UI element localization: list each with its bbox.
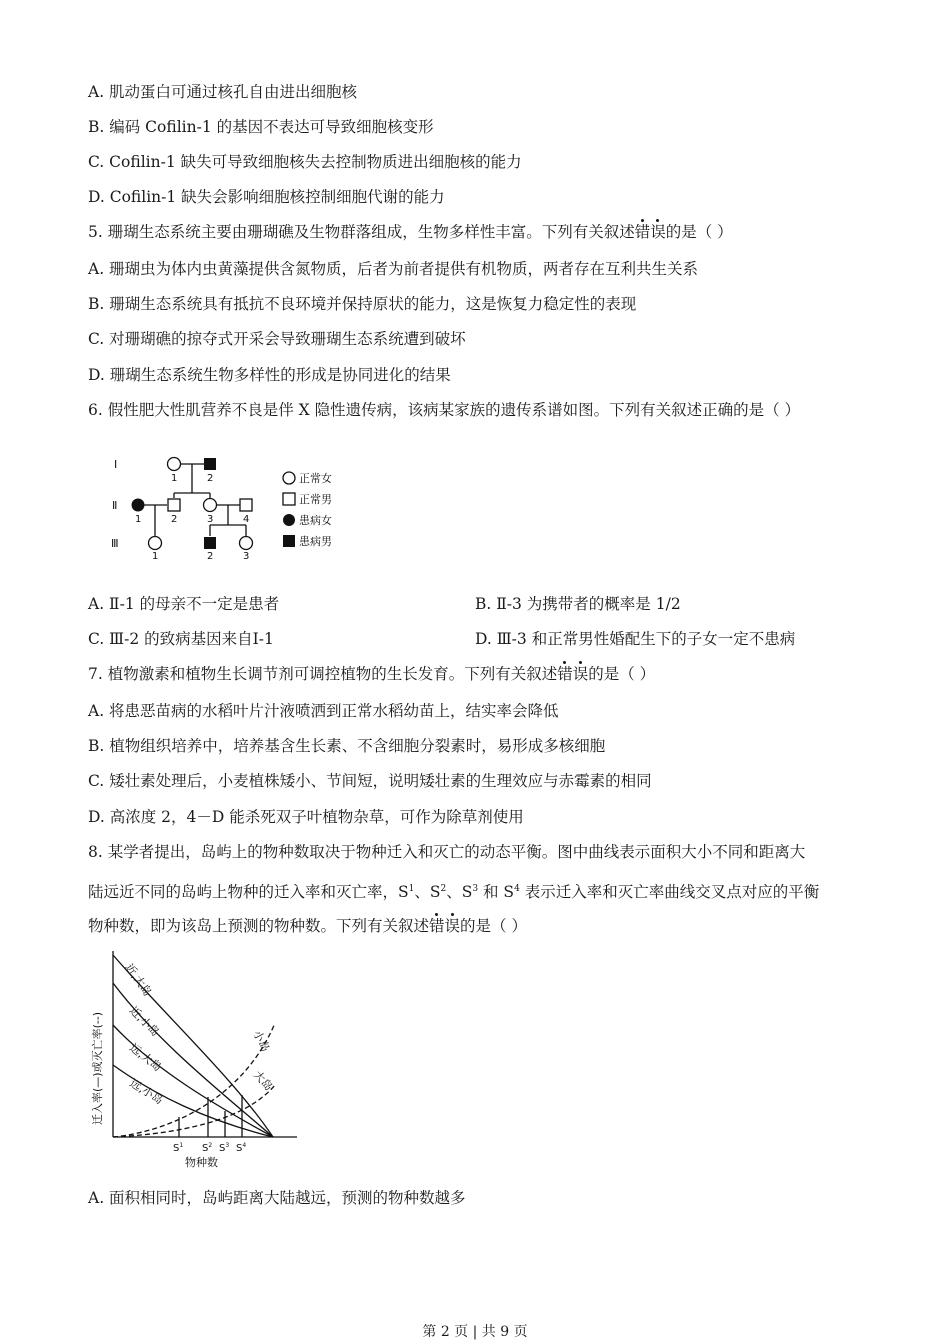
individual-number: 3 (243, 551, 250, 560)
equilibrium-point-label: $S^2$ (202, 1142, 213, 1154)
pedigree-affected-female (132, 499, 145, 512)
q6-option-d: D. Ⅲ-3 和正常男性婚配生下的子女一定不患病 (475, 630, 796, 648)
individual-number: 1 (135, 514, 142, 525)
q5-option-b: B. 珊瑚生态系统具有抵抗不良环境并保持原状的能力，这是恢复力稳定性的表现 (88, 295, 637, 313)
legend-label: 正常男 (299, 493, 332, 506)
equilibrium-point-label: $S^1$ (173, 1142, 184, 1154)
x-axis-label: 物种数 (185, 1156, 218, 1169)
legend-label: 正常女 (299, 472, 332, 485)
q8-stem-line1: 8. 某学者提出，岛屿上的物种数取决于物种迁入和灭亡的动态平衡。图中曲线表示面积大小不同和距离大 (88, 843, 806, 861)
q6-stem: 6. 假性肥大性肌营养不良是伴 X 隐性遗传病，该病某家族的遗传系谱如图。下列有关叙述正确的是（ ） (88, 401, 801, 419)
pedigree-normal-female (168, 458, 181, 471)
individual-number: 2 (207, 473, 214, 484)
pedigree-normal-male (168, 499, 180, 511)
legend-label: 患病女 (299, 514, 332, 527)
q7-option-b: B. 植物组织培养中，培养基含生长素、不含细胞分裂素时，易形成多核细胞 (88, 737, 606, 755)
legend-affected-female-icon (283, 514, 295, 526)
legend-normal-female-icon (283, 472, 295, 484)
generation-label: Ⅲ (111, 537, 119, 550)
q5-option-c: C. 对珊瑚礁的掠夺式开采会导致珊瑚生态系统遭到破坏 (88, 330, 466, 348)
q7-option-d: D. 高浓度 2，4－D 能杀死双子叶植物杂草，可作为除草剂使用 (88, 808, 524, 826)
legend-normal-male-icon (283, 493, 295, 505)
curve-label: 近,大岛 (122, 961, 155, 999)
pedigree-normal-male (240, 499, 252, 511)
pedigree-diagram (100, 445, 360, 560)
q6-option-a: A. Ⅱ-1 的母亲不一定是患者 (88, 595, 280, 613)
generation-label: Ⅰ (114, 458, 118, 471)
q4-option-b: B. 编码 Cofilin-1 的基因不表达可导致细胞核变形 (88, 118, 434, 136)
q8-stem-line3: 物种数，即为该岛上预测的物种数。下列有关叙述错误的是（ ） (88, 917, 527, 935)
curve-label: 远,大岛 (127, 1041, 164, 1074)
generation-label: Ⅱ (112, 499, 118, 512)
q8-emphasis-char: 错 (429, 917, 445, 935)
y-axis-label: 迁入率(—)或灭亡率(--) (91, 1011, 104, 1125)
q7-option-c: C. 矮壮素处理后，小麦植株矮小、节间短，说明矮壮素的生理效应与赤霉素的相同 (88, 772, 652, 790)
q6-option-b: B. Ⅱ-3 为携带者的概率是 1/2 (475, 595, 681, 613)
q4-option-a: A. 肌动蛋白可通过核孔自由进出细胞核 (88, 83, 358, 101)
pedigree-affected-male (204, 537, 216, 549)
q8-option-a: A. 面积相同时，岛屿距离大陆越远，预测的物种数越多 (88, 1189, 466, 1207)
curve-label: 远,小岛 (127, 1076, 166, 1107)
q8-stem-line2: 陆远近不同的岛屿上物种的迁入率和灭亡率，$S^1$、$S^2$、$S^3$ 和 $S^4$ 表示迁入率和灭亡率曲线交叉点对应的平衡 (88, 883, 820, 902)
individual-number: 4 (243, 514, 250, 525)
q7-emphasis-char: 错 (557, 665, 573, 683)
q8-emphasis-char: 误 (444, 917, 461, 935)
q4-option-c: C. Cofilin-1 缺失可导致细胞核失去控制物质进出细胞核的能力 (88, 153, 522, 171)
equilibrium-point-label: $S^3$ (219, 1142, 230, 1154)
legend-label: 患病男 (299, 535, 332, 548)
curve-label: 近,小岛 (126, 1003, 162, 1039)
q7-emphasis-char: 误 (572, 665, 589, 683)
q4-option-d: D. Cofilin-1 缺失会影响细胞核控制细胞代谢的能力 (88, 188, 445, 206)
pedigree-normal-female (149, 537, 162, 550)
individual-number: 2 (207, 551, 214, 560)
page-footer: 第 2 页 | 共 9 页 (422, 1324, 528, 1340)
q7-option-a: A. 将患恶苗病的水稻叶片汁液喷洒到正常水稻幼苗上，结实率会降低 (88, 702, 559, 720)
individual-number: 1 (152, 551, 159, 560)
individual-number: 3 (207, 514, 214, 525)
equilibrium-point-label: $S^4$ (236, 1142, 247, 1154)
individual-number: 2 (171, 514, 178, 525)
individual-number: 1 (171, 473, 178, 484)
curve-label: 大岛 (250, 1068, 276, 1094)
q5-stem: 5. 珊瑚生态系统主要由珊瑚礁及生物群落组成，生物多样性丰富。下列有关叙述错误的是（ ） (88, 223, 733, 241)
q6-option-c: C. Ⅲ-2 的致病基因来自Ⅰ-1 (88, 630, 274, 648)
q5-emphasis-char: 错 (634, 223, 651, 241)
q7-stem: 7. 植物激素和植物生长调节剂可调控植物的生长发育。下列有关叙述错误的是（ ） (88, 665, 656, 683)
pedigree-affected-male (204, 458, 216, 470)
island-biogeography-figure (85, 945, 305, 1170)
curve-label: 小岛 (250, 1028, 273, 1054)
q5-option-d: D. 珊瑚生态系统生物多样性的形成是协同进化的结果 (88, 366, 451, 384)
pedigree-normal-female (204, 499, 217, 512)
pedigree-normal-female (240, 537, 253, 550)
legend-affected-male-icon (283, 535, 295, 547)
q5-option-a: A. 珊瑚虫为体内虫黄藻提供含氮物质，后者为前者提供有机物质，两者存在互利共生关系 (88, 260, 699, 278)
q5-emphasis-char: 误 (650, 223, 666, 241)
